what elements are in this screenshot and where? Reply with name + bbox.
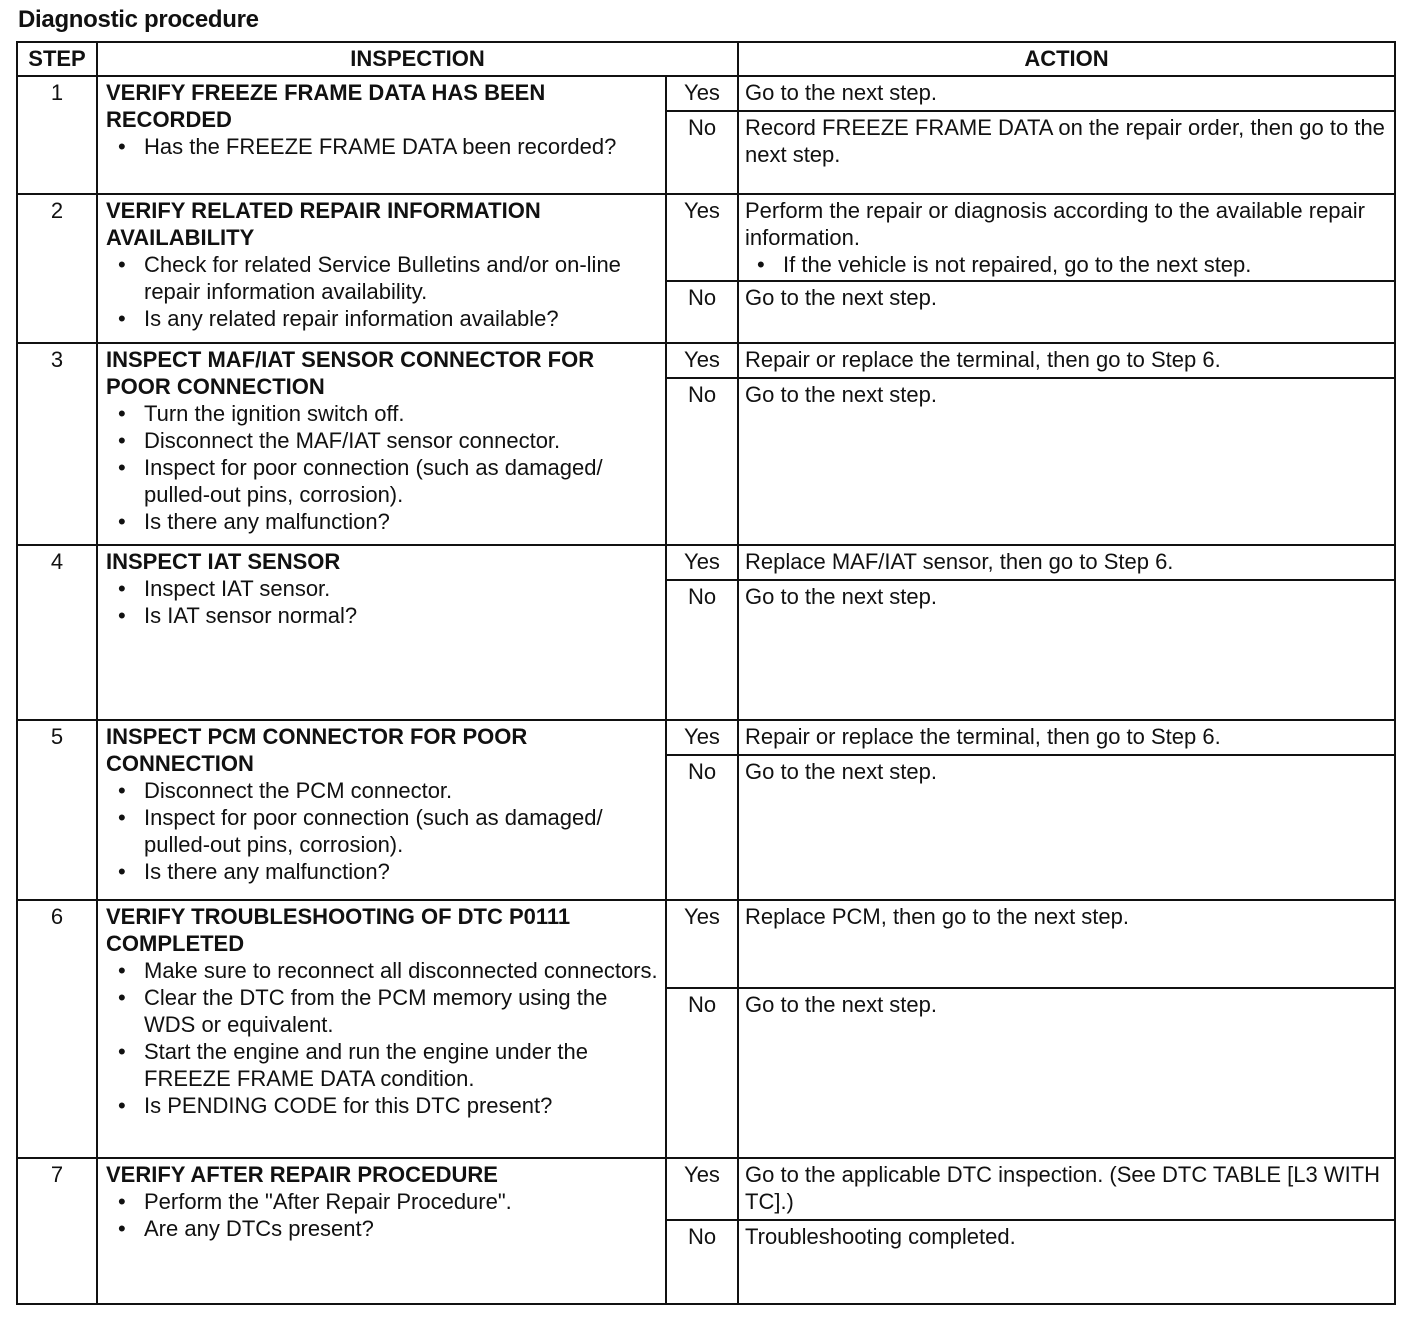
no-action-text: Go to the next step.	[745, 992, 938, 1017]
inspection-bullet: • Are any DTCs present?	[144, 1215, 661, 1242]
table-row	[17, 900, 1395, 988]
step-number: 4	[17, 545, 97, 720]
no-action-text: Go to the next step.	[745, 584, 938, 609]
yes-action-cell	[738, 343, 1395, 378]
page-title: Diagnostic procedure	[18, 6, 259, 33]
no-action-text: Troubleshooting completed.	[745, 1224, 1016, 1249]
inspection-bullet: • Inspect for poor connection (such as damaged/ pulled-out pins, corrosion).	[144, 804, 661, 858]
no-label: No	[666, 755, 738, 900]
step-number: 6	[17, 900, 97, 1158]
inspection-cell	[97, 720, 666, 900]
no-action-cell	[738, 378, 1395, 545]
inspection-bullet: • Disconnect the PCM connector.	[144, 777, 661, 804]
no-action-cell	[738, 281, 1395, 343]
yes-action-cell	[738, 900, 1395, 988]
yes-action-cell	[738, 194, 1395, 281]
no-action-cell	[738, 755, 1395, 900]
yes-action-cell	[738, 545, 1395, 580]
inspection-heading: VERIFY TROUBLESHOOTING OF DTC P0111 COMPLETED	[106, 904, 571, 956]
no-action-cell	[738, 1220, 1395, 1304]
inspection-cell	[97, 900, 666, 1158]
yes-action-cell	[738, 76, 1395, 111]
step-number: 5	[17, 720, 97, 900]
inspection-cell	[97, 343, 666, 545]
inspection-heading: VERIFY AFTER REPAIR PROCEDURE	[106, 1162, 498, 1187]
inspection-cell	[97, 194, 666, 343]
table-row	[17, 76, 1395, 111]
action-bullet-list	[745, 251, 1388, 278]
inspection-bullet: • Is there any malfunction?	[144, 858, 661, 885]
yes-action-text: Perform the repair or diagnosis according to the available repair information.	[745, 198, 1365, 250]
inspection-heading: INSPECT PCM CONNECTOR FOR POOR CONNECTION	[106, 724, 528, 776]
action-bullet: • If the vehicle is not repaired, go to the next step.	[783, 251, 1388, 278]
no-action-text: Go to the next step.	[745, 285, 938, 310]
inspection-cell	[97, 76, 666, 194]
inspection-bullet: • Is there any malfunction?	[144, 508, 661, 535]
yes-label: Yes	[666, 1158, 738, 1220]
inspection-heading: INSPECT MAF/IAT SENSOR CONNECTOR FOR POOR CONNECTION	[106, 347, 595, 399]
no-label: No	[666, 281, 738, 343]
step-number: 3	[17, 343, 97, 545]
inspection-bullet: • Is IAT sensor normal?	[144, 602, 661, 629]
inspection-heading: INSPECT IAT SENSOR	[106, 549, 341, 574]
inspection-bullet: • Inspect for poor connection (such as damaged/ pulled-out pins, corrosion).	[144, 454, 661, 508]
inspection-column-header: INSPECTION	[97, 42, 738, 76]
inspection-cell	[97, 545, 666, 720]
table-row	[17, 545, 1395, 580]
inspection-bullet: • Check for related Service Bulletins and/or on-line repair information availability.	[144, 251, 661, 305]
yes-label: Yes	[666, 194, 738, 281]
yes-action-text: Replace MAF/IAT sensor, then go to Step 6.	[745, 549, 1174, 574]
step-column-header: STEP	[17, 42, 97, 76]
inspection-bullet-list	[106, 251, 661, 332]
inspection-bullet: • Is any related repair information available?	[144, 305, 661, 332]
yes-action-text: Replace PCM, then go to the next step.	[745, 904, 1130, 929]
inspection-heading: VERIFY RELATED REPAIR INFORMATION AVAILABILITY	[106, 198, 541, 250]
no-action-text: Go to the next step.	[745, 759, 938, 784]
inspection-cell	[97, 1158, 666, 1304]
inspection-bullet-list	[106, 777, 661, 885]
inspection-bullet-list	[106, 957, 661, 1119]
yes-action-cell	[738, 720, 1395, 755]
inspection-bullet-list	[106, 133, 661, 160]
inspection-bullet: • Turn the ignition switch off.	[144, 400, 661, 427]
inspection-bullet: • Make sure to reconnect all disconnected connectors.	[144, 957, 661, 984]
step-number: 2	[17, 194, 97, 343]
yes-action-text: Repair or replace the terminal, then go to Step 6.	[745, 347, 1221, 372]
diagnostic-procedure-table	[16, 41, 1396, 1305]
table-body	[17, 76, 1395, 1304]
no-action-cell	[738, 580, 1395, 720]
yes-action-cell	[738, 1158, 1395, 1220]
yes-label: Yes	[666, 545, 738, 580]
no-label: No	[666, 111, 738, 194]
inspection-bullet: • Has the FREEZE FRAME DATA been recorded?	[144, 133, 661, 160]
inspection-bullet: • Is PENDING CODE for this DTC present?	[144, 1092, 661, 1119]
yes-action-text: Go to the next step.	[745, 80, 938, 105]
no-label: No	[666, 580, 738, 720]
no-action-cell	[738, 988, 1395, 1158]
no-action-text: Go to the next step.	[745, 382, 938, 407]
inspection-heading: VERIFY FREEZE FRAME DATA HAS BEEN RECORDED	[106, 80, 546, 132]
table-row	[17, 720, 1395, 755]
table-row	[17, 1158, 1395, 1220]
inspection-bullet-list	[106, 575, 661, 629]
action-column-header: ACTION	[738, 42, 1395, 76]
yes-label: Yes	[666, 76, 738, 111]
no-label: No	[666, 988, 738, 1158]
inspection-bullet-list	[106, 1188, 661, 1242]
inspection-bullet: • Disconnect the MAF/IAT sensor connector.	[144, 427, 661, 454]
yes-label: Yes	[666, 720, 738, 755]
inspection-bullet: • Clear the DTC from the PCM memory using the WDS or equivalent.	[144, 984, 661, 1038]
no-label: No	[666, 378, 738, 545]
table-row	[17, 194, 1395, 281]
no-action-text: Record FREEZE FRAME DATA on the repair order, then go to the next step.	[745, 115, 1385, 167]
no-action-cell	[738, 111, 1395, 194]
inspection-bullet-list	[106, 400, 661, 535]
table-row	[17, 343, 1395, 378]
yes-action-text: Go to the applicable DTC inspection. (See DTC TABLE [L3 WITH TC].)	[745, 1162, 1381, 1214]
inspection-bullet: • Start the engine and run the engine under the FREEZE FRAME DATA condition.	[144, 1038, 661, 1092]
step-number: 7	[17, 1158, 97, 1304]
yes-label: Yes	[666, 900, 738, 988]
no-label: No	[666, 1220, 738, 1304]
table-header-row	[17, 42, 1395, 76]
yes-label: Yes	[666, 343, 738, 378]
inspection-bullet: • Inspect IAT sensor.	[144, 575, 661, 602]
inspection-bullet: • Perform the "After Repair Procedure".	[144, 1188, 661, 1215]
step-number: 1	[17, 76, 97, 194]
yes-action-text: Repair or replace the terminal, then go to Step 6.	[745, 724, 1221, 749]
